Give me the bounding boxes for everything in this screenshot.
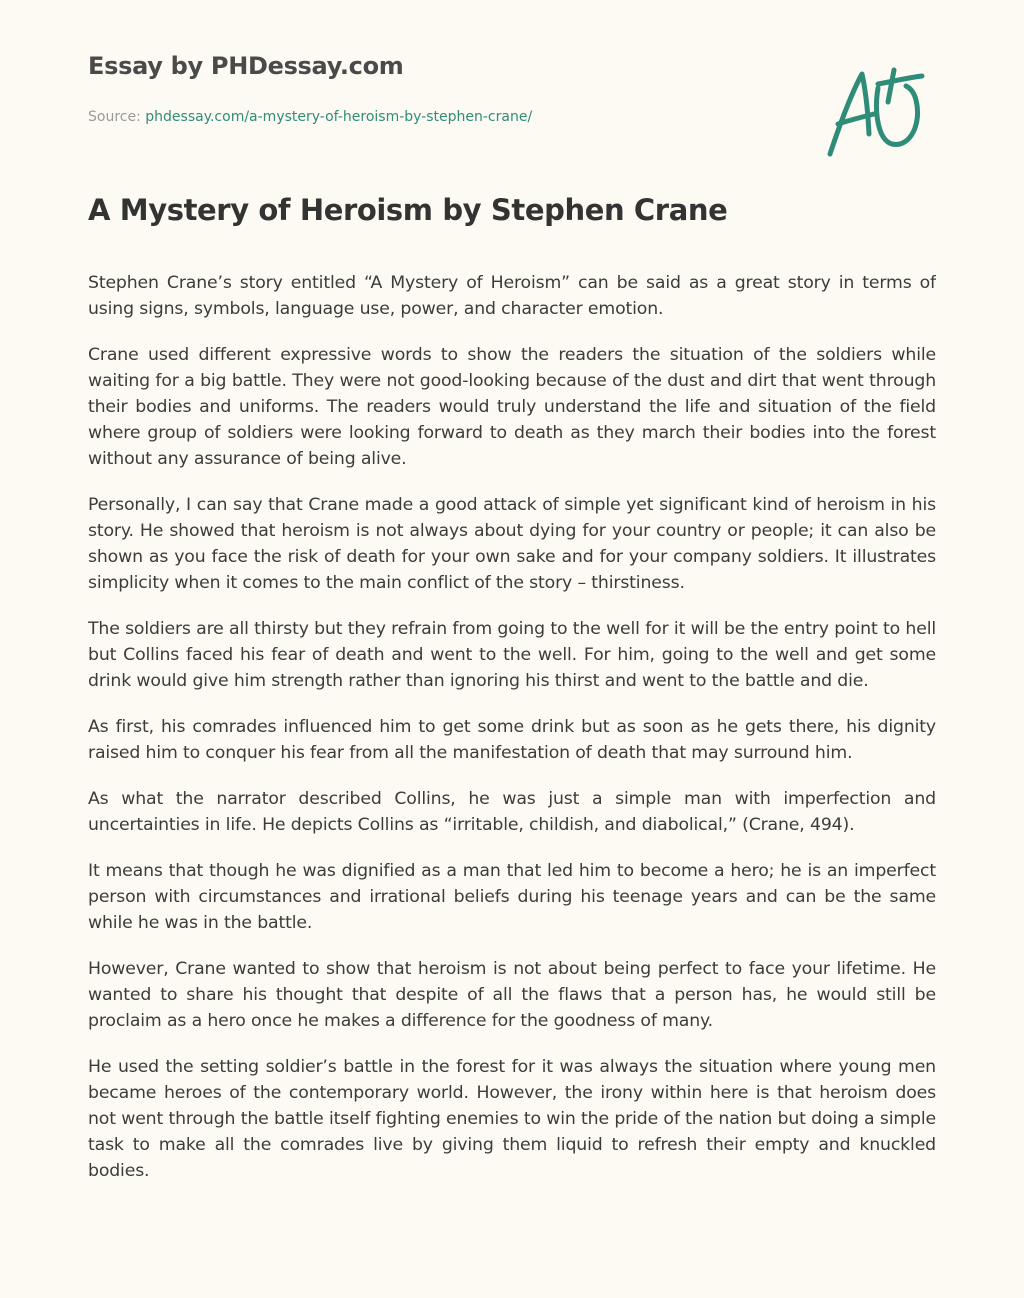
essay-title: A Mystery of Heroism by Stephen Crane — [88, 193, 728, 227]
essay-paragraph: Stephen Crane’s story entitled “A Mystery of Heroism” can be said as a great story in terms of using signs, symbols, language use, power, and character emotion. — [88, 273, 936, 319]
essay-paragraph: As what the narrator described Collins, he was just a simple man with imperfection and uncertainties in life. He depicts Collins as “irritable, childish, and diabolical,” (Crane, 494). — [88, 789, 936, 835]
source-line — [88, 108, 788, 126]
essay-paragraph: However, Crane wanted to show that heroism is not about being perfect to face your lifetime. He wanted to share his thought that despite of all the flaws that a person has, he would still be proclaim as a hero once he makes a difference for the goodness of many. — [88, 959, 936, 1031]
brand-title: Essay by PHDessay.com — [88, 52, 404, 80]
essay-paragraph: The soldiers are all thirsty but they refrain from going to the well for it will be the entry point to hell but Collins faced his fear of death and went to the well. For him, going to the well and get some drink would give him strength rather than ignoring his thirst and went to the battle and die. — [88, 619, 936, 691]
essay-paragraph: He used the setting soldier’s battle in the forest for it was always the situation where young men became heroes of the contemporary world. However, the irony within here is that heroism does not went through the battle itself fighting enemies to win the pride of the nation but doing a simple task to make all the comrades live by giving them liquid to refresh their empty and knuckled bodies. — [88, 1057, 936, 1181]
source-label: Source: — [88, 109, 146, 125]
essay-paragraph: Personally, I can say that Crane made a good attack of simple yet significant kind of heroism in his story. He showed that heroism is not always about dying for your country or people; it can also be shown as you face the risk of death for your own sake and for your company soldiers. It illustrates simplicity when it comes to the main conflict of the story – thirstiness. — [88, 495, 936, 593]
a-plus-grade-icon — [822, 62, 932, 162]
essay-paragraph: As first, his comrades influenced him to get some drink but as soon as he gets there, his dignity raised him to conquer his fear from all the manifestation of death that may surround him. — [88, 717, 936, 763]
source-link[interactable]: phdessay.com/a-mystery-of-heroism-by-stephen-crane/ — [145, 109, 533, 125]
essay-paragraph: It means that though he was dignified as a man that led him to become a hero; he is an imperfect person with circumstances and irrational beliefs during his teenage years and can be the same while he was in the battle. — [88, 861, 936, 933]
essay-paragraph: Crane used different expressive words to show the readers the situation of the soldiers while waiting for a big battle. They were not good-looking because of the dust and dirt that went through their bodies and uniforms. The readers would truly understand the life and situation of the field where group of soldiers were looking forward to death as they march their bodies into the forest without any assurance of being alive. — [88, 345, 936, 469]
page-header — [88, 46, 788, 126]
essay-body — [88, 270, 936, 1250]
